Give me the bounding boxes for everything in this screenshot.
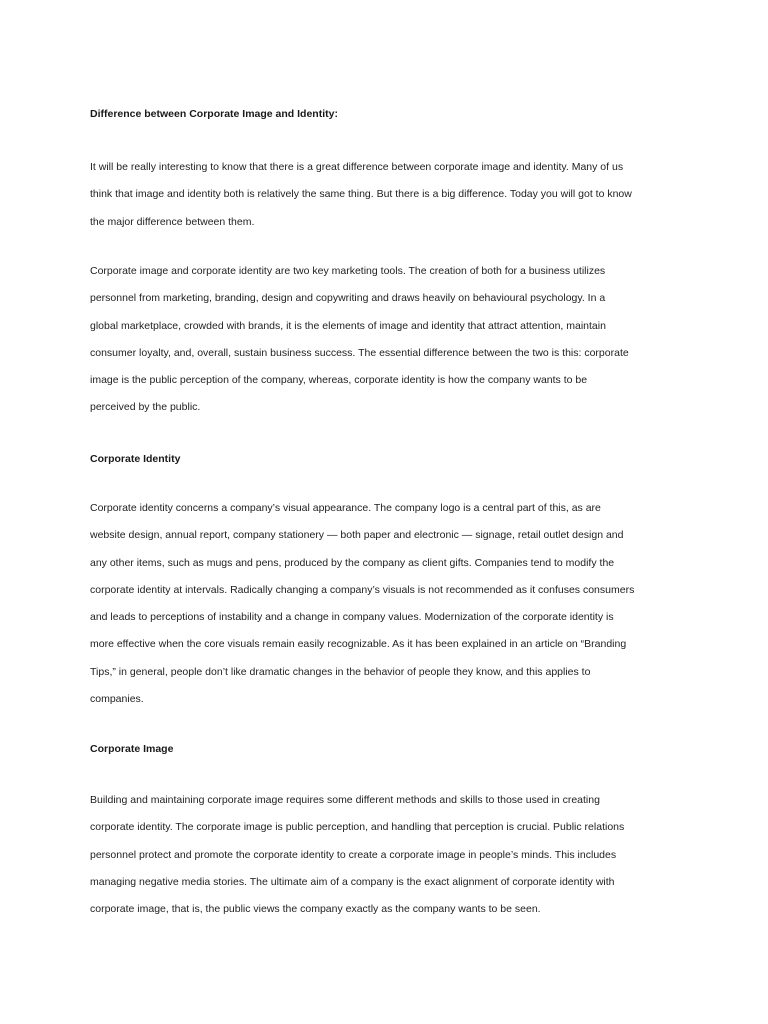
text-line: managing negative media stories. The ultimate aim of a company is the exact alignment of corporate identity with [90, 875, 615, 888]
text-line: global marketplace, crowded with brands, it is the elements of image and identity that attract attention, maintain [90, 319, 606, 332]
text-line: personnel protect and promote the corporate identity to create a corporate image in people’s minds. This includes [90, 848, 617, 861]
text-line: Tips,” in general, people don’t like dramatic changes in the behavior of people they know, and this applies to [90, 665, 591, 678]
text-line: It will be really interesting to know that there is a great difference between corporate image and identity. Many of us [90, 161, 624, 173]
intro-paragraph [90, 160, 690, 242]
text-line: Corporate image and corporate identity are two key marketing tools. The creation of both for a business utilizes [90, 265, 606, 277]
text-line: corporate identity. The corporate image is public perception, and handling that perception is crucial. Public relations [90, 821, 625, 834]
text-line: companies. [90, 693, 144, 706]
text-line: consumer loyalty, and, overall, sustain business success. The essential difference between the two is this: corporate [90, 346, 629, 359]
text-line: Corporate identity concerns a company’s visual appearance. The company logo is a central part of this, as are [90, 502, 601, 514]
text-line: any other items, such as mugs and pens, produced by the company as client gifts. Companies tend to modify the [90, 556, 615, 569]
text-line: corporate image, that is, the public views the company exactly as the company wants to be seen. [90, 903, 541, 916]
text-line: more effective when the core visuals remain easily recognizable. As it has been explained in an article on “Branding [90, 638, 627, 651]
text-line: think that image and identity both is relatively the same thing. But there is a big difference. Today you will got to know [90, 188, 632, 201]
text-line: image is the public perception of the company, whereas, corporate identity is how the company wants to be [90, 374, 588, 387]
document-title: Difference between Corporate Image and Identity: [90, 108, 338, 120]
overview-paragraph [90, 264, 690, 428]
text-line: personnel from marketing, branding, design and copywriting and draws heavily on behavioural psychology. In a [90, 292, 606, 305]
section-heading-identity: Corporate Identity [90, 453, 181, 465]
text-line: perceived by the public. [90, 401, 201, 414]
text-line: website design, annual report, company stationery — both paper and electronic — signage, retail outlet design and [90, 529, 624, 542]
text-line: corporate identity at intervals. Radically changing a company’s visuals is not recommended as it confuses consumers [90, 583, 635, 596]
text-line: the major difference between them. [90, 215, 255, 228]
identity-paragraph [90, 501, 690, 719]
image-paragraph [90, 793, 690, 929]
section-heading-image: Corporate Image [90, 743, 174, 755]
text-line: Building and maintaining corporate image requires some different methods and skills to those used in creating [90, 794, 600, 806]
text-line: and leads to perceptions of instability and a change in company values. Modernization of the corporate identity is [90, 611, 614, 624]
